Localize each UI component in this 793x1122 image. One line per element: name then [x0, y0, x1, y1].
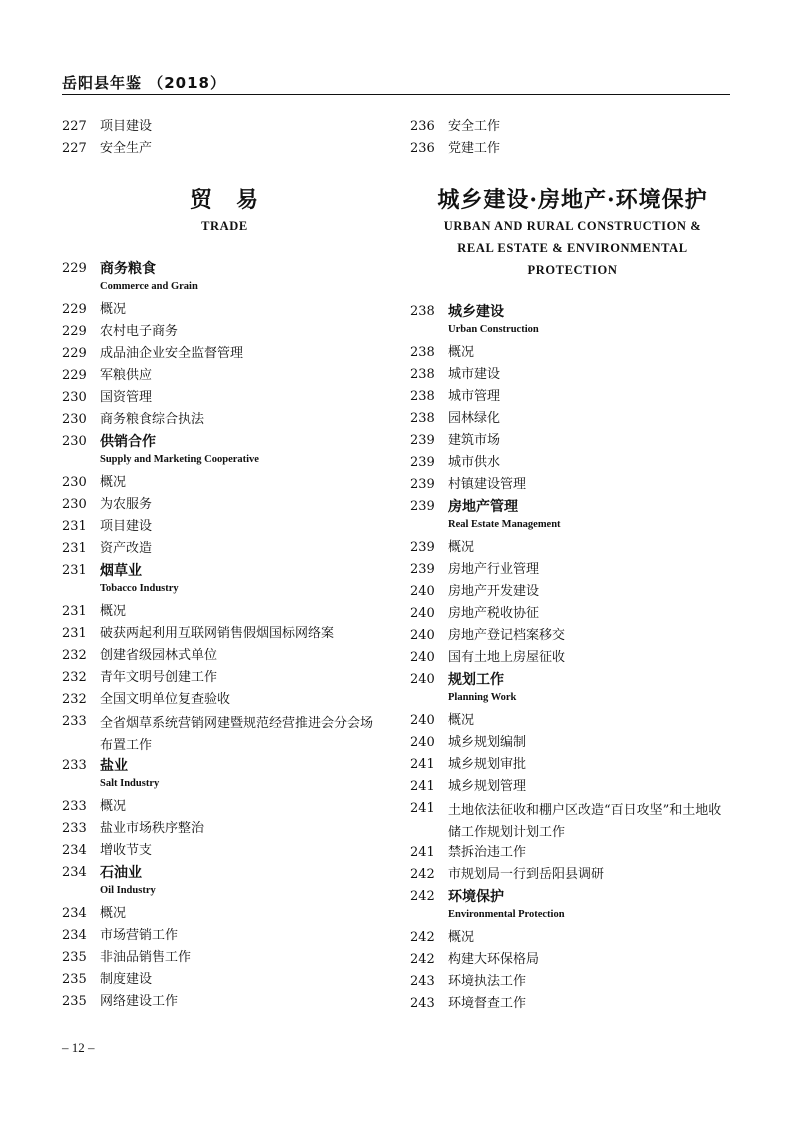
entry-title: 增收节支	[100, 843, 153, 858]
chapter-title-en: URBAN AND RURAL CONSTRUCTION &	[443, 219, 702, 233]
entry-title: 禁拆治违工作	[448, 845, 527, 860]
entry-title: 市规划局一行到岳阳县调研	[448, 867, 605, 882]
entry-title: 城乡规划审批	[448, 757, 527, 772]
entry-title: 农村电子商务	[100, 324, 179, 339]
section-title: 环境保护	[448, 889, 504, 905]
entry-title: 概况	[448, 540, 475, 555]
page-ref: 234	[62, 906, 87, 921]
section-title: 房地产管理	[448, 499, 518, 515]
entry-title: 概况	[100, 604, 127, 619]
entry-title: 国有土地上房屋征收	[448, 650, 566, 665]
page-ref: 233	[62, 799, 87, 814]
section-title-en: Urban Construction	[448, 324, 539, 335]
page-ref: 231	[62, 541, 87, 556]
page-ref: 230	[62, 497, 87, 512]
entry-title: 全省烟草系统营销网建暨规范经营推进会分会场布置工作	[100, 716, 374, 753]
entry-title: 房地产行业管理	[448, 562, 540, 577]
page-ref: 229	[62, 324, 87, 339]
page-ref: 241	[410, 801, 435, 816]
entry-title: 安全生产	[100, 141, 153, 156]
entry-title: 安全工作	[448, 119, 501, 134]
page-ref: 240	[410, 735, 435, 750]
page-ref: 229	[62, 368, 87, 383]
page-ref: 229	[62, 302, 87, 317]
page-ref: 238	[410, 304, 435, 319]
entry-title: 资产改造	[100, 541, 153, 556]
page-ref: 242	[410, 867, 435, 882]
page-ref: 231	[62, 604, 87, 619]
entry-title: 破获两起利用互联网销售假烟国标网络案	[100, 626, 335, 641]
page-ref: 241	[410, 779, 435, 794]
section-title: 规划工作	[448, 672, 504, 688]
page-number: – 12 –	[62, 1040, 95, 1055]
page-ref: 238	[410, 345, 435, 360]
page-ref: 231	[62, 563, 87, 578]
page-ref: 229	[62, 346, 87, 361]
entry-title: 创建省级园林式单位	[100, 648, 218, 663]
page-ref: 240	[410, 650, 435, 665]
page-ref: 239	[410, 477, 435, 492]
page-ref: 231	[62, 519, 87, 534]
entry-title: 建筑市场	[448, 433, 501, 448]
page-ref: 233	[62, 714, 87, 729]
page-ref: 240	[410, 628, 435, 643]
page-ref: 236	[410, 119, 435, 134]
entry-title: 盐业市场秩序整治	[100, 821, 205, 836]
page-ref: 232	[62, 692, 87, 707]
chapter-title-en: REAL ESTATE & ENVIRONMENTAL	[457, 241, 688, 255]
entry-title: 青年文明号创建工作	[100, 670, 218, 685]
page-ref: 234	[62, 928, 87, 943]
page-ref: 227	[62, 119, 87, 134]
page-ref: 230	[62, 390, 87, 405]
page-ref: 239	[410, 455, 435, 470]
page-ref: 235	[62, 972, 87, 987]
page-ref: 240	[410, 606, 435, 621]
page-ref: 235	[62, 994, 87, 1009]
entry-title: 房地产登记档案移交	[448, 628, 566, 643]
section-title-en: Supply and Marketing Cooperative	[100, 454, 259, 465]
section-title-en: Salt Industry	[100, 778, 160, 789]
page-ref: 241	[410, 757, 435, 772]
chapter-title: 贸 易	[189, 187, 259, 213]
entry-title: 为农服务	[100, 497, 153, 512]
entry-title: 商务粮食综合执法	[100, 412, 205, 427]
entry-title: 市场营销工作	[100, 928, 179, 943]
page-ref: 239	[410, 562, 435, 577]
entry-title: 房地产开发建设	[448, 584, 540, 599]
page-ref: 243	[410, 974, 435, 989]
entry-title: 环境执法工作	[448, 974, 527, 989]
entry-title: 全国文明单位复查验收	[100, 692, 231, 707]
entry-title: 土地依法征收和棚户区改造“百日攻坚”和土地收储工作规划计划工作	[448, 803, 722, 840]
entry-title: 构建大环保格局	[448, 952, 540, 967]
page-ref: 233	[62, 758, 87, 773]
page-ref: 230	[62, 434, 87, 449]
entry-title: 党建工作	[448, 141, 501, 156]
page-ref: 230	[62, 475, 87, 490]
entry-title: 村镇建设管理	[448, 477, 527, 492]
section-title: 商务粮食	[100, 261, 156, 277]
page-ref: 240	[410, 713, 435, 728]
page-ref: 234	[62, 865, 87, 880]
entry-title: 概况	[100, 475, 127, 490]
entry-title: 国资管理	[100, 390, 153, 405]
section-title-en: Commerce and Grain	[100, 281, 198, 292]
entry-title: 概况	[448, 930, 475, 945]
entry-title: 城市管理	[448, 389, 501, 404]
page-ref: 239	[410, 540, 435, 555]
header-divider	[62, 94, 730, 95]
page-ref: 232	[62, 648, 87, 663]
page-ref: 229	[62, 261, 87, 276]
entry-title: 房地产税收协征	[448, 606, 540, 621]
entry-title: 园林绿化	[448, 411, 501, 426]
page-ref: 227	[62, 141, 87, 156]
section-title: 烟草业	[100, 563, 142, 579]
section-title-en: Planning Work	[448, 692, 517, 703]
page-ref: 231	[62, 626, 87, 641]
entry-title: 概况	[100, 302, 127, 317]
page-ref: 240	[410, 584, 435, 599]
page-ref: 238	[410, 367, 435, 382]
page-ref: 238	[410, 411, 435, 426]
chapter-title-en: TRADE	[201, 219, 248, 233]
entry-title: 项目建设	[100, 119, 153, 134]
page-ref: 234	[62, 843, 87, 858]
page-ref: 243	[410, 996, 435, 1011]
page-ref: 232	[62, 670, 87, 685]
section-title: 石油业	[100, 865, 142, 881]
entry-title: 制度建设	[100, 972, 153, 987]
section-title-en: Tobacco Industry	[100, 583, 179, 594]
page-ref: 238	[410, 389, 435, 404]
entry-title: 成品油企业安全监督管理	[100, 346, 244, 361]
page-ref: 236	[410, 141, 435, 156]
page-ref: 240	[410, 672, 435, 687]
chapter-title-en: PROTECTION	[527, 263, 618, 277]
entry-title: 军粮供应	[100, 368, 153, 383]
entry-title: 概况	[100, 799, 127, 814]
entry-title: 城乡规划编制	[448, 735, 527, 750]
entry-title: 网络建设工作	[100, 994, 179, 1009]
section-title-en: Real Estate Management	[448, 519, 561, 530]
section-title: 盐业	[100, 758, 128, 774]
page-ref: 242	[410, 889, 435, 904]
section-title-en: Oil Industry	[100, 885, 156, 896]
page-ref: 239	[410, 433, 435, 448]
entry-title: 项目建设	[100, 519, 153, 534]
page-ref: 241	[410, 845, 435, 860]
entry-title: 概况	[100, 906, 127, 921]
entry-title: 城市建设	[448, 367, 501, 382]
entry-title: 环境督查工作	[448, 996, 527, 1011]
page-ref: 242	[410, 952, 435, 967]
page-ref: 233	[62, 821, 87, 836]
page-ref: 230	[62, 412, 87, 427]
chapter-title: 城乡建设·房地产·环境保护	[437, 187, 708, 213]
page-ref: 235	[62, 950, 87, 965]
entry-title: 概况	[448, 713, 475, 728]
page-ref: 239	[410, 499, 435, 514]
section-title: 城乡建设	[448, 304, 504, 320]
section-title-en: Environmental Protection	[448, 909, 565, 920]
page-ref: 242	[410, 930, 435, 945]
entry-title: 城市供水	[448, 455, 501, 470]
entry-title: 概况	[448, 345, 475, 360]
entry-title: 非油品销售工作	[100, 950, 192, 965]
page-header: 岳阳县年鉴 （2018）	[62, 74, 226, 92]
section-title: 供销合作	[100, 434, 156, 450]
entry-title: 城乡规划管理	[448, 779, 527, 794]
